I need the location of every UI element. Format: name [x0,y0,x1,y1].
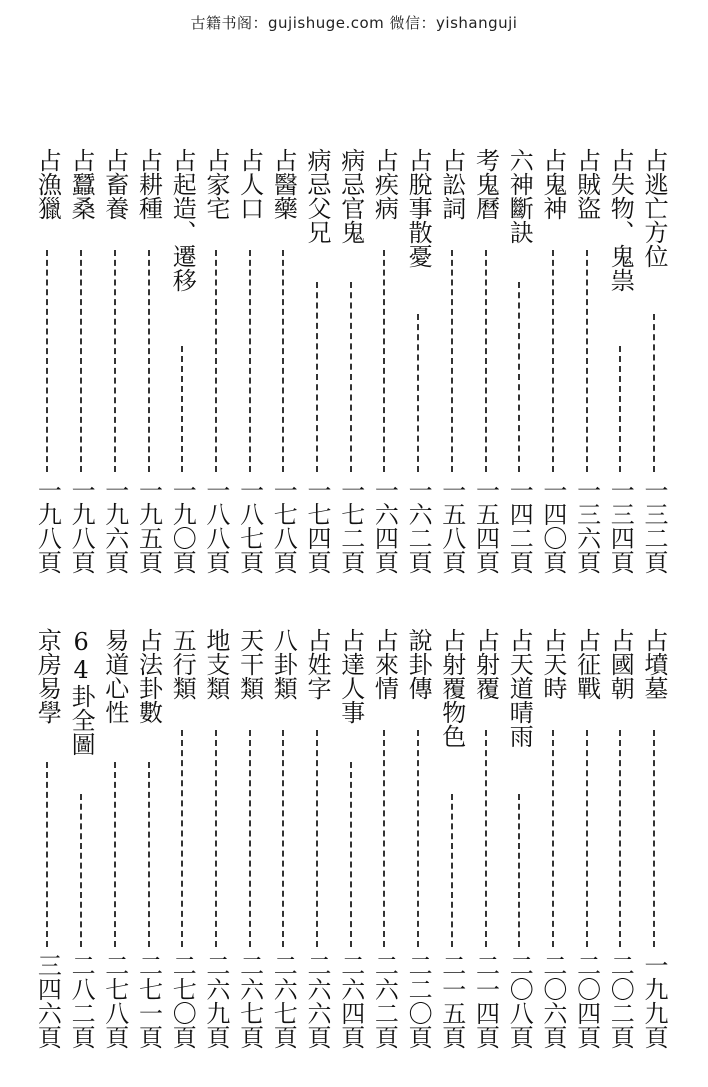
toc-leader-dots [653,314,655,472]
toc-leader-dots [282,250,284,472]
toc-entry-title: 占起造、遷移 [168,148,197,292]
toc-entry-page: 二七〇頁 [168,953,197,1049]
toc-leader-dots [586,730,588,947]
toc-entry-title: 占疾病 [370,148,399,220]
toc-entry-page: 二六四頁 [336,953,365,1049]
toc-entry-page: 一三四頁 [606,478,635,574]
toc-leader-dots [552,730,554,947]
toc-entry-page: 一三六頁 [572,478,601,574]
toc-entry-title: 占射覆 [471,628,500,700]
toc-entry-title: 病忌父兄 [303,148,331,244]
toc-entry-page: 二〇八頁 [505,953,534,1049]
toc-entry-title: 天干類 [235,628,264,700]
toc-entry-title: 占國朝 [606,628,635,700]
toc-entry-page: 一六四頁 [370,478,399,574]
toc-entry-page: 二一四頁 [471,953,500,1049]
toc-entry-page: 一四〇頁 [538,478,567,574]
toc-entry-page: 二六二頁 [370,953,399,1049]
toc-entry-title: 占漁獵 [33,148,62,220]
toc-leader-dots [350,282,352,472]
toc-leader-dots [46,250,48,472]
toc-leader-dots [518,794,520,947]
toc-leader-dots [316,282,318,472]
toc-entry-page: 一九八頁 [67,478,96,574]
toc-leader-dots [215,250,217,472]
toc-leader-dots [417,730,419,947]
toc-entry-title: 占來情 [370,628,399,700]
toc-leader-dots [215,730,217,947]
toc-entry-title: 考鬼曆 [471,148,500,220]
toc-entry-page: 一四二頁 [505,478,534,574]
toc-entry-title: 占人口 [235,148,264,220]
toc-entry-title: 易道心性 [100,628,129,724]
toc-entry-page: 二六六頁 [303,953,331,1049]
toc-entry-title: 占射覆物色 [437,628,466,748]
toc-entry-page: 一七二頁 [336,478,365,574]
toc-leader-dots [451,794,453,947]
toc-entry-title: 六神斷訣 [505,148,534,244]
toc-leader-dots [114,762,116,947]
toc-entry-page: 一九八頁 [33,478,62,574]
toc-leader-dots [282,730,284,947]
toc-entry-page: 一八七頁 [235,478,264,574]
toc-leader-dots [114,250,116,472]
toc-entry-title: 占法卦數 [134,628,163,724]
toc-leader-dots [80,250,82,472]
toc-entry-page: 二六七頁 [235,953,264,1049]
toc-entry-title: 占姓字 [303,628,331,700]
watermark-text: 古籍书阁：gujishuge.com 微信：yishanguji [190,14,518,32]
toc-entry-title: 占鬼神 [538,148,567,220]
toc-entry-page: 二一五頁 [437,953,466,1049]
toc-leader-dots [619,730,621,947]
toc-entry-page: 一九〇頁 [168,478,197,574]
toc-entry-title: 八卦類 [269,628,298,700]
toc-entry-title: 占醫藥 [269,148,298,220]
toc-leader-dots [181,346,183,472]
toc-entry-page: 二二〇頁 [404,953,433,1049]
toc-entry-title: 占逃亡方位 [640,148,668,268]
toc-entry-title: 占畜養 [100,148,129,220]
toc-leader-dots [46,762,48,947]
toc-entry-page: 二〇四頁 [572,953,601,1049]
toc-entry-title: 占蠶桑 [67,148,96,220]
toc-entry-page: 二〇二頁 [606,953,635,1049]
toc-leader-dots [417,314,419,472]
toc-entry-title: 占墳墓 [640,628,668,700]
toc-leader-dots [148,762,150,947]
toc-entry-title: 五行類 [168,628,197,700]
toc-entry-page: 一九六頁 [100,478,129,574]
toc-entry-page: 一七八頁 [269,478,298,574]
toc-entry-page: 二七一頁 [134,953,163,1049]
toc-entry-title: 占失物、鬼祟 [606,148,635,292]
toc-leader-dots [249,730,251,947]
toc-entry-page: 二八二頁 [67,953,96,1049]
toc-entry-title: 地支類 [201,628,230,700]
toc-leader-dots [485,730,487,947]
toc-entry-page: 二六九頁 [201,953,230,1049]
toc-entry-page: 一八八頁 [201,478,230,574]
toc-entry-title: 占賊盜 [572,148,601,220]
toc-entry-page: 二六七頁 [269,953,298,1049]
toc-entry-page: 一六二頁 [404,478,433,574]
toc-entry-page: 一九五頁 [134,478,163,574]
toc-entry-title: 京房易學 [33,628,62,724]
toc-leader-dots [148,250,150,472]
toc-entry-title: 占達人事 [336,628,365,724]
toc-leader-dots [552,250,554,472]
toc-entry-title: 占征戰 [572,628,601,700]
toc-entry-page: 二七八頁 [100,953,129,1049]
toc-entry-title: 病忌官鬼 [336,148,365,244]
toc-entry-title: 64卦全圖 [67,628,96,756]
toc-entry-title: 占天道晴雨 [505,628,534,748]
toc-entry-title: 占訟詞 [437,148,466,220]
toc-entry-page: 三四六頁 [33,953,62,1049]
toc-entry-page: 一三二頁 [640,478,668,574]
toc-leader-dots [80,794,82,947]
toc-leader-dots [249,250,251,472]
toc-entry-page: 一五八頁 [437,478,466,574]
toc-entry-page: 二〇六頁 [538,953,567,1049]
toc-leader-dots [383,250,385,472]
toc-leader-dots [586,250,588,472]
toc-entry-page: 一九九頁 [640,953,668,1049]
toc-leader-dots [451,250,453,472]
toc-entry-page: 一七四頁 [303,478,331,574]
toc-entry-title: 占天時 [538,628,567,700]
toc-leader-dots [518,282,520,472]
toc-leader-dots [383,730,385,947]
toc-leader-dots [316,730,318,947]
toc-entry-title: 占耕種 [134,148,163,220]
toc-leader-dots [181,730,183,947]
toc-entry-page: 一五四頁 [471,478,500,574]
toc-entry-title: 占脫事散憂 [404,148,433,268]
toc-entry-title: 說卦傳 [404,628,433,700]
toc-leader-dots [653,730,655,947]
toc-leader-dots [350,762,352,947]
toc-entry-title: 占家宅 [201,148,230,220]
toc-leader-dots [485,250,487,472]
toc-leader-dots [619,346,621,472]
